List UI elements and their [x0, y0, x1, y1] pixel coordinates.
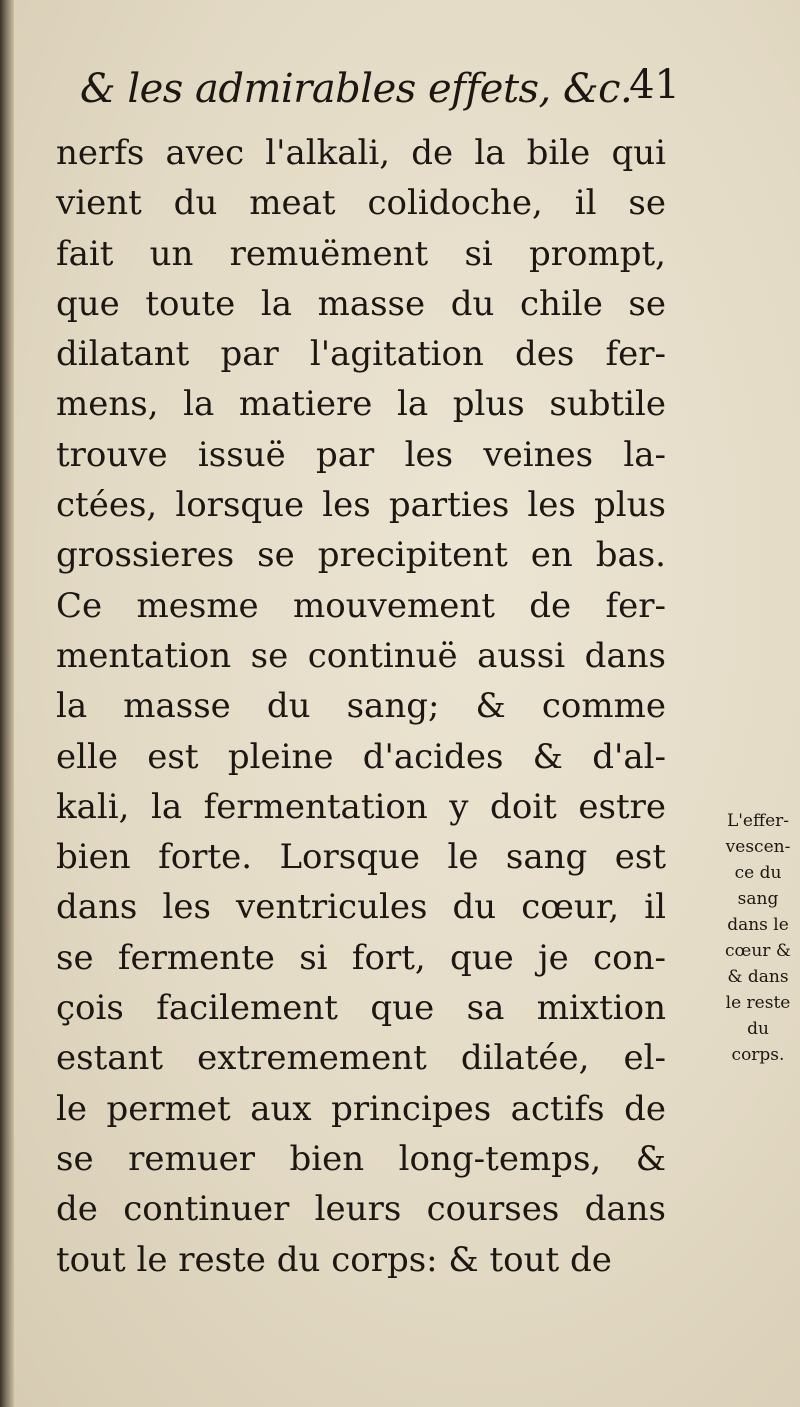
page-gutter-shadow [0, 0, 14, 1407]
page-header [80, 62, 680, 122]
text-line: grossieres se precipitent en bas. [56, 535, 666, 576]
text-line: que toute la masse du chile se [56, 283, 666, 324]
margin-note-line: cœur & [725, 941, 791, 961]
text-line: kali, la fermentation y doit estre [56, 786, 666, 827]
text-line: dilatant par l'agitation des fer- [56, 334, 666, 375]
margin-note [722, 808, 794, 1068]
margin-note-line: vescen- [725, 837, 791, 857]
text-line: ctées, lorsque les parties les plus [56, 485, 666, 526]
margin-note-line: corps. [731, 1045, 785, 1065]
text-line: tout le reste du corps: & tout de [56, 1239, 612, 1280]
margin-note-line: le reste [725, 993, 791, 1013]
text-line: dans les ventricules du cœur, il [56, 887, 666, 928]
text-line: la masse du sang; & comme [56, 686, 666, 727]
text-line: trouve issuë par les veines la- [56, 434, 666, 475]
text-line: elle est pleine d'acides & d'al- [56, 736, 666, 777]
text-line: mentation se continuë aussi dans [56, 635, 666, 676]
margin-note-line: & dans [727, 967, 789, 987]
text-line: fait un remuëment si prompt, [56, 233, 666, 274]
text-line: se fermente si fort, que je con- [56, 937, 666, 978]
text-line: se remuer bien long-temps, & [56, 1138, 666, 1179]
text-line: Ce mesme mouvement de fer- [56, 585, 666, 626]
text-line: estant extremement dilatée, el- [56, 1038, 666, 1079]
margin-note-line: du [747, 1019, 769, 1039]
margin-note-line: sang [737, 889, 779, 909]
page-number: 41 [629, 62, 680, 108]
body-text [56, 128, 666, 1285]
text-line: nerfs avec l'alkali, de la bile qui [56, 133, 666, 173]
text-line: mens, la matiere la plus subtile [56, 384, 666, 425]
running-head: & les admirables effets, &c. [80, 66, 633, 112]
margin-note-line: ce du [734, 863, 782, 883]
text-line: bien forte. Lorsque le sang est [56, 837, 666, 878]
text-line: çois facilement que sa mixtion [56, 988, 666, 1029]
margin-note-line: dans le [727, 915, 789, 935]
text-line: vient du meat colidoche, il se [56, 183, 666, 224]
margin-note-line: L'effer- [726, 811, 790, 831]
text-line: le permet aux principes actifs de [56, 1088, 666, 1129]
text-line: de continuer leurs courses dans [56, 1189, 666, 1230]
